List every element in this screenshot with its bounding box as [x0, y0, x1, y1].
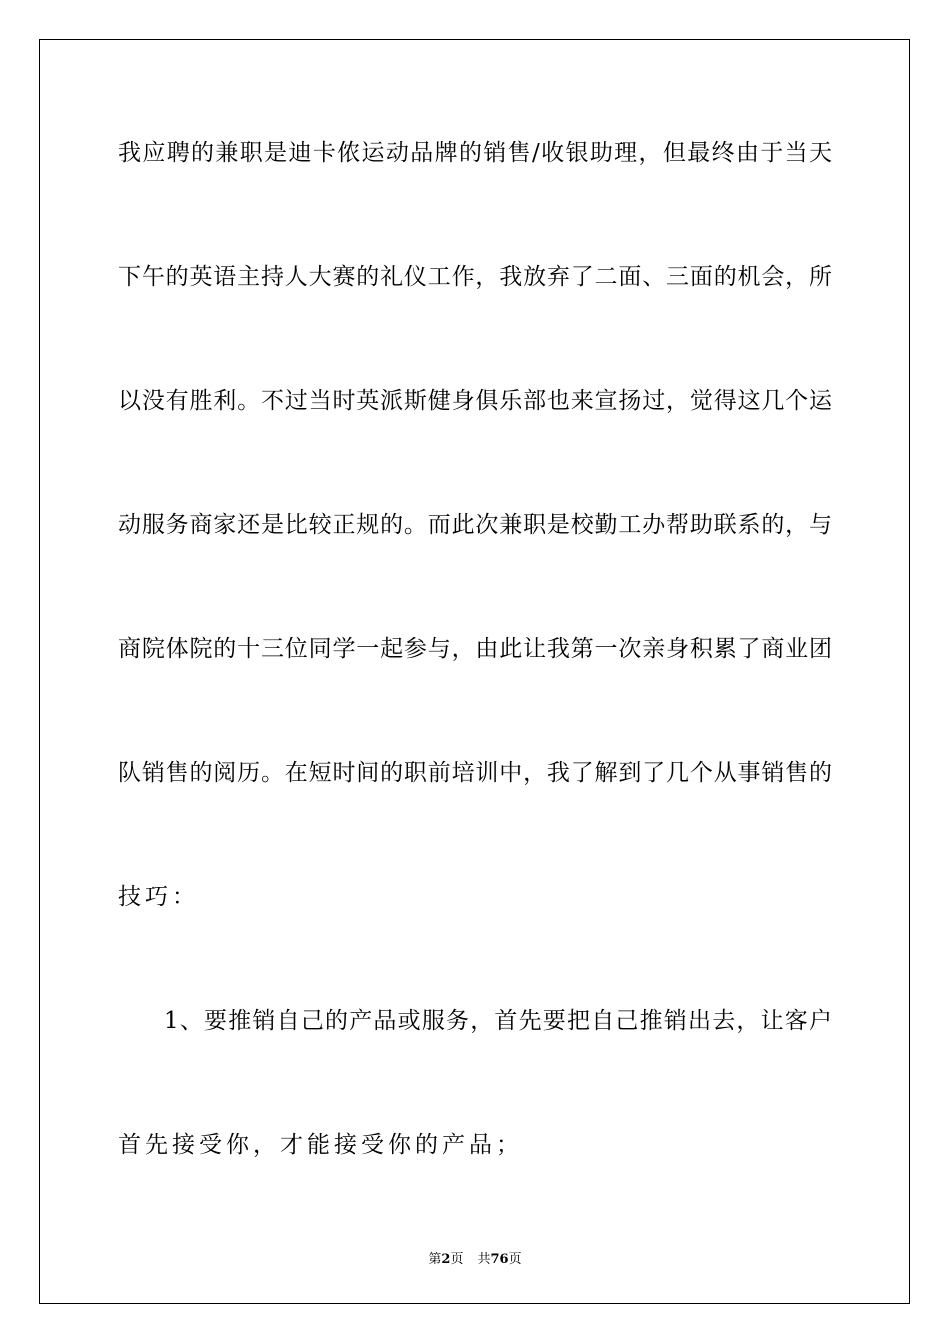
text-line-9: 首先接受你，才能接受你的产品；: [118, 1132, 523, 1158]
text-line-6: 队销售的阅历。在短时间的职前培训中，我了解到了几个从事销售的: [118, 760, 832, 786]
text-line-5: 商院体院的十三位同学一起参与，由此让我第一次亲身积累了商业团: [118, 636, 832, 662]
text-line-3: 以没有胜利。不过当时英派斯健身俱乐部也来宣扬过，觉得这几个运: [118, 388, 832, 414]
page-prefix: 第: [428, 1252, 442, 1267]
page-number: 2: [441, 1252, 451, 1267]
page-footer: [0, 1248, 950, 1267]
total-pages: 76: [490, 1252, 509, 1267]
text-line-8: 1、要推销自己的产品或服务，首先要把自己推销出去，让客户: [164, 1008, 832, 1034]
text-line-2: 下午的英语主持人大赛的礼仪工作，我放弃了二面、三面的机会，所: [118, 264, 832, 290]
text-line-1: 我应聘的兼职是迪卡侬运动品牌的销售/收银助理，但最终由于当天: [118, 140, 832, 166]
page-suffix: 页: [450, 1252, 464, 1267]
text-line-7: 技巧：: [118, 884, 199, 910]
page-border: [39, 39, 910, 1304]
total-suffix: 页: [508, 1252, 522, 1267]
total-prefix: 共: [477, 1252, 491, 1267]
text-line-4: 动服务商家还是比较正规的。而此次兼职是校勤工办帮助联系的，与: [118, 512, 832, 538]
